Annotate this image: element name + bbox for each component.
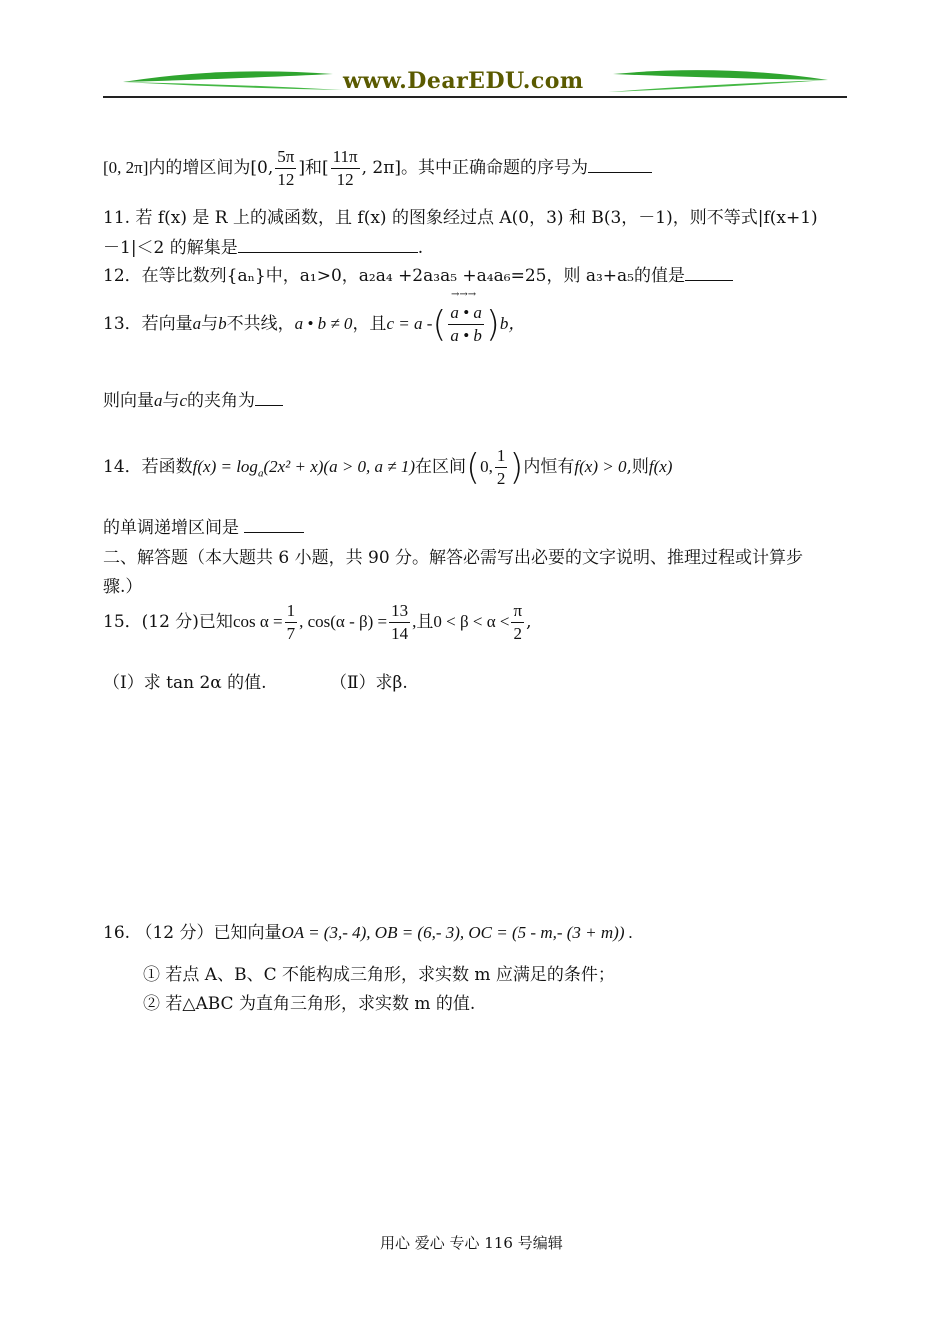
fraction-1-7: $\frac{1}{7}$ <box>286 601 296 643</box>
paren-right: ) <box>485 304 500 345</box>
q14-line2: 的单调递增区间是 <box>103 513 304 538</box>
answer-blank[interactable] <box>255 389 283 406</box>
q15-part2: （Ⅱ）求β. <box>330 673 408 693</box>
vector-c-expression: c = a - <box>386 314 433 333</box>
q16-sub2: ② 若△ABC 为直角三角形，求实数 m 的值. <box>143 994 476 1014</box>
q16-line1: 16. （12 分）已知向量OA = (3,- 4), OB = (6,- 3), OC = (5 - m,- (3 + m)) . <box>103 923 633 943</box>
q14-line1: 14．若函数$f(x) = \log_a(2x^2 + x)(a > 0$, a ≠ 1)在区间(0, $\frac{1}{2}$ )内恒有f(x) > 0,则f(x) <box>103 446 673 488</box>
paren-left: ( <box>432 304 447 345</box>
fraction-aa-ab: $\frac{a • a}{a • b}$ <box>450 303 482 345</box>
q15-line1: 15．(12 分)已知cos α = $\frac{1}{7}$ , cos(α - β) = $\frac{13}{14}$ ,且0 < β < α < $\frac{\pi}{2}$ , <box>103 601 532 643</box>
vector-expression: OA = (3,- 4), OB = (6,- 3), OC = (5 - m,- (3 + m)) . <box>281 923 633 942</box>
header-rule <box>103 96 847 98</box>
q15-part1: （Ⅰ）求 tan 2α 的值. <box>103 673 267 693</box>
answer-blank[interactable] <box>685 264 733 281</box>
answer-blank[interactable] <box>244 516 304 533</box>
fraction-13-14: $\frac{13}{14}$ <box>391 601 409 643</box>
q10-tail: [0, 2π]内的增区间为[0, $\frac{5\pi}{12}$ ]和[ $\frac{11\pi}{12}$ , 2π]。其中正确命题的序号为 <box>103 146 652 191</box>
site-logo-text: www.DearEDU.com <box>343 68 584 94</box>
q13-arrows: →→→ <box>451 289 477 300</box>
q11-line1: 11. 若 f(x) 是 R 上的减函数，且 f(x) 的图象经过点 A(0，3) 和 B(3，－1)，则不等式|f(x+1) <box>103 208 818 228</box>
header-banner <box>103 62 847 96</box>
q13-line2: 则向量a与c的夹角为 <box>103 386 283 411</box>
page-footer: 用心 爱心 专心 116 号编辑 <box>380 1234 563 1252</box>
fraction-one-half: $\frac{1}{2}$ <box>496 446 506 488</box>
q12-line: 12．在等比数列{aₙ}中，a₁>0，a₂a₄ +2a₃a₅ +a₄a₆=25，则 a₃+a₅的值是 <box>103 261 733 286</box>
section2-line1: 二、解答题（本大题共 6 小题，共 90 分。解答必需写出必要的文字说明、推理过程或计算步 <box>103 548 804 568</box>
fraction-5pi-12: $\frac{5\pi}{12}$ <box>277 147 295 189</box>
q16-sub1: ① 若点 A、B、C 不能构成三角形，求实数 m 应满足的条件； <box>143 965 615 985</box>
q13-line1: 13．若向量a与b不共线，a • b ≠ 0，且c = a -( $\frac{a • a}{a • b}$ )b， <box>103 303 526 345</box>
fraction-11pi-12: $\frac{11\pi}{12}$ <box>332 147 358 189</box>
answer-blank[interactable] <box>238 236 418 253</box>
fraction-pi-2: $\frac{\pi}{2}$ <box>513 601 523 643</box>
answer-blank[interactable] <box>588 156 652 173</box>
q11-line2: －1|＜2 的解集是 . <box>103 238 424 258</box>
section2-line2: 骤.） <box>103 577 143 597</box>
